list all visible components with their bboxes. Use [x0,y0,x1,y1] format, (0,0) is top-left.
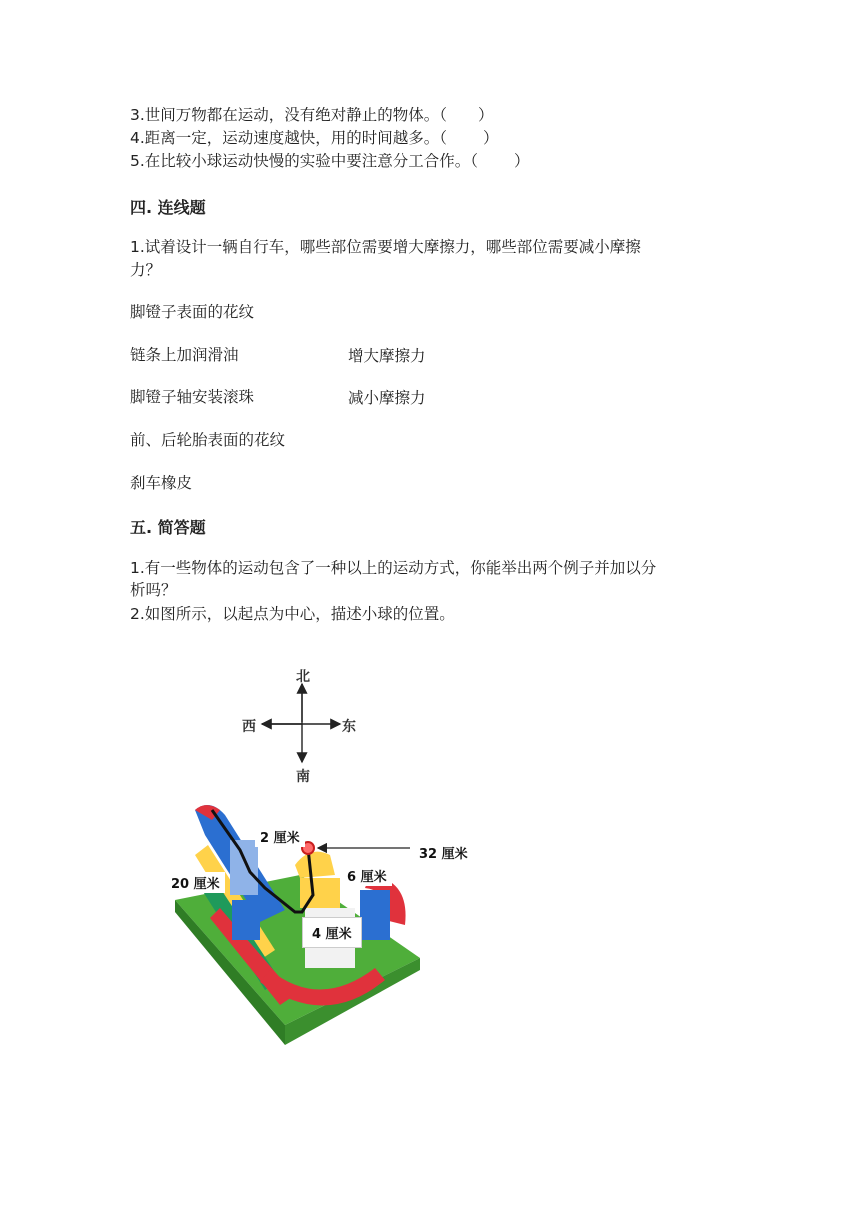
matching-left-item: 脚镫子轴安装滚珠 [130,388,255,406]
compass-north-label: 北 [296,669,310,685]
short-answer-question-1-line-1: 1.有一些物体的运动包含了一种以上的运动方式，你能举出两个例子并加以分 [130,559,657,577]
tf-item-5: 5.在比较小球运动快慢的实验中要注意分工合作。（ ） [130,152,530,170]
matching-left-item: 刹车橡皮 [130,474,193,492]
tf-item-3: 3.世间万物都在运动，没有绝对静止的物体。（ ） [130,106,494,124]
marble-run-figure [120,650,500,1060]
matching-left-item: 前、后轮胎表面的花纹 [130,431,286,449]
compass-east-label: 东 [342,719,356,735]
matching-left-item: 脚镫子表面的花纹 [130,303,255,321]
measure-label: 6 厘米 [342,865,392,886]
matching-question-line-1: 1.试着设计一辆自行车，哪些部位需要增大摩擦力，哪些部位需要减小摩擦 [130,238,641,256]
matching-right-item: 减小摩擦力 [348,389,426,407]
measure-label: 2 厘米 [255,826,305,847]
short-answer-question-1-line-2: 析吗？ [130,581,177,599]
matching-question-line-2: 力？ [130,261,162,279]
matching-left-item: 链条上加润滑油 [130,346,239,364]
matching-right-item: 增大摩擦力 [348,347,426,365]
tf-item-4: 4.距离一定，运动速度越快，用的时间越多。（ ） [130,129,499,147]
section-heading-short-answer: 五. 简答题 [130,518,206,537]
compass-rose [262,684,340,762]
measure-label: 4 厘米 [302,917,362,948]
measure-label: 20 厘米 [166,872,225,893]
section-heading-matching: 四. 连线题 [130,198,206,217]
compass-west-label: 西 [242,719,256,735]
measure-label: 32 厘米 [414,842,473,863]
short-answer-question-2: 2.如图所示，以起点为中心，描述小球的位置。 [130,605,455,623]
compass-south-label: 南 [296,769,310,785]
